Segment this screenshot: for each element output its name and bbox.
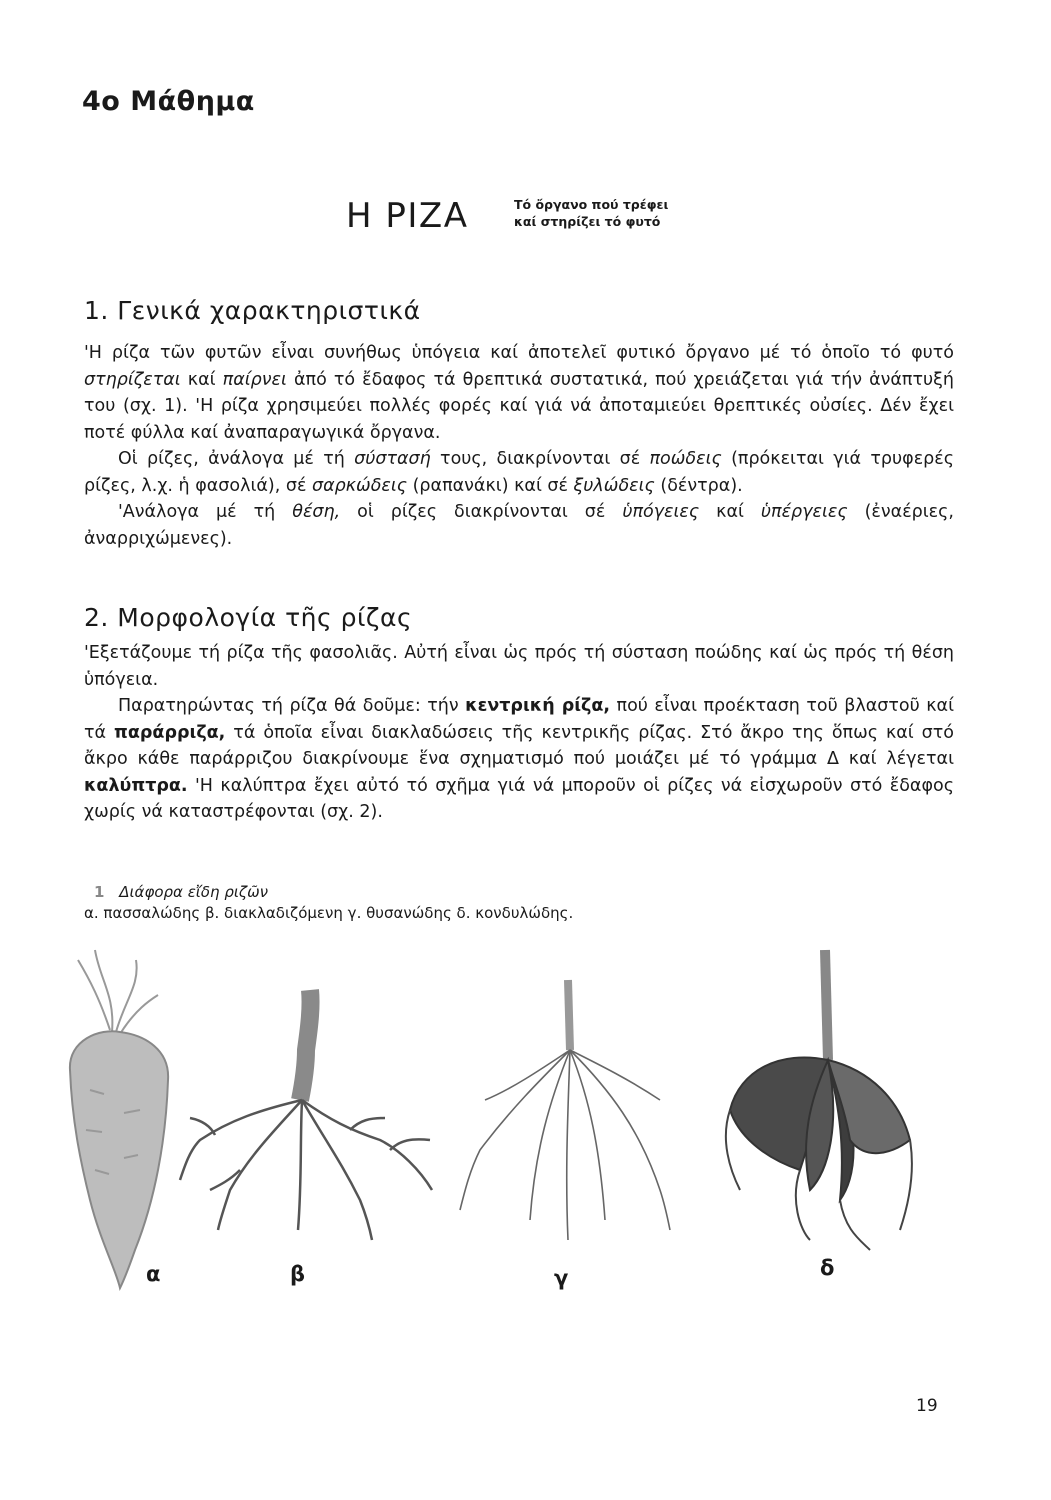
fibrous-root-drawing [460,980,670,1240]
roots-illustration [40,940,920,1320]
section-1-heading: 1. Γενικά χαρακτηριστικά [84,296,421,325]
text-run: τά ὁποῖα εἶναι διακλαδώσεις τῆς κεντρικῆς ρίζας. Στό ἄκρο της ὅπως καί στό ἄκρο κάθε παράρριζου διακρίνουμε ἕνα σχηματισμό πού μοιάζει μέ τό γράμμα Δ καί λέγεται [84,722,955,769]
taproot-drawing [70,950,168,1288]
text-run: (πρόκειται γιά τρυφερές ρίζες, λ.χ. ἡ φασολιά), σέ [84,449,955,496]
figure-title: Διάφορα εἴδη ριζῶν [119,883,269,901]
tuberous-root-drawing [726,950,912,1250]
text-run: καί [699,502,761,522]
bold-term: καλύπτρα. [84,775,188,796]
italic-term: ὑπέργειες [760,502,848,522]
bold-term: παράρριζα, [114,722,226,743]
italic-term: ὑπόγειες [622,502,700,522]
figure-label-d: δ [820,1256,835,1280]
bold-term: κεντρική ρίζα, [465,696,611,716]
text-run: Παρατηρώντας τή ρίζα θά δοῦμε: τήν [118,696,466,716]
text-run: (ραπανάκι) καί σέ [407,475,574,496]
italic-term: παίρνει [222,369,287,390]
branching-root-drawing [180,990,432,1240]
text-run: 'Η καλύπτρα ἔχει αὐτό τό σχῆμα γιά νά μποροῦν οἱ ρίζες νά εἰσχωροῦν στό ἔδαφος χωρίς νά καταστρέφονται (σχ. 2). [84,775,954,822]
text-run: 'Ανάλογα μέ τή [118,502,293,522]
figure-number: 1 [94,883,105,901]
figure-caption-text: α. πασσαλώδης β. διακλαδιζόμενη γ. θυσανώδης δ. κονδυλώδης. [84,904,574,922]
chapter-subtitle [514,196,668,230]
lesson-number: 4ο Μάθημα [82,86,255,117]
text-run: τους, διακρίνονται σέ [430,449,650,469]
subtitle-line: καί στηρίζει τό φυτό [514,214,661,229]
section-1-body [84,340,954,552]
section-2-heading: 2. Μορφολογία τῆς ρίζας [84,603,413,632]
italic-term: θέση, [292,502,341,522]
paragraph [84,499,954,552]
text-run: 'Εξετάζουμε τή ρίζα τῆς φασολιᾶς. Αὐτή εἶναι ὡς πρός τή σύσταση ποώδης καί ὡς πρός τή θέση ὑπόγεια. [84,643,954,690]
figure-label-c: γ [554,1266,569,1290]
paragraph [84,640,954,693]
section-2-body [84,640,954,826]
paragraph [84,693,954,826]
paragraph [84,446,954,499]
italic-term: ξυλώδεις [573,475,655,496]
figure-caption [84,882,573,924]
subtitle-line: Τό ὄργανο πού τρέφει [514,197,669,212]
italic-term: στηρίζεται [84,369,181,390]
figure-label-a: α [146,1262,161,1286]
chapter-title: Η ΡΙΖΑ [346,196,469,236]
figure-label-b: β [290,1262,306,1286]
italic-term: σύστασή [354,449,431,469]
text-run: οἱ ρίζες διακρίνονται σέ [340,502,623,522]
text-run: (δέντρα). [654,475,743,496]
text-run: καί [180,369,223,390]
text-run: (ἐναέριες, ἀναρριχώμενες). [84,502,954,549]
italic-term: σαρκώδεις [311,475,408,496]
text-run: ἀπό τό ἔδαφος τά θρεπτικά συστατικά, πού χρειάζεται γιά τήν ἀνάπτυξή του (σχ. 1). 'Η ρίζα χρησιμεύει πολλές φορές καί γιά νά ἀποταμιεύει θρεπτικές οὐσίες. Δέν ἔχει ποτέ φύλλα καί ἀναπαραγωγικά ὄργανα. [84,369,954,443]
italic-term: ποώδεις [649,449,722,469]
text-run: 'Η ρίζα τῶν φυτῶν εἶναι συνήθως ὑπόγεια καί ἀποτελεῖ φυτικό ὄργανο μέ τό ὁποῖο τό φυτό [84,343,954,363]
text-run: πού εἶναι προέκταση τοῦ βλαστοῦ καί τά [84,696,954,743]
text-run: Οἱ ρίζες, ἀνάλογα μέ τή [118,449,355,469]
page-number: 19 [916,1396,938,1416]
paragraph [84,340,954,446]
